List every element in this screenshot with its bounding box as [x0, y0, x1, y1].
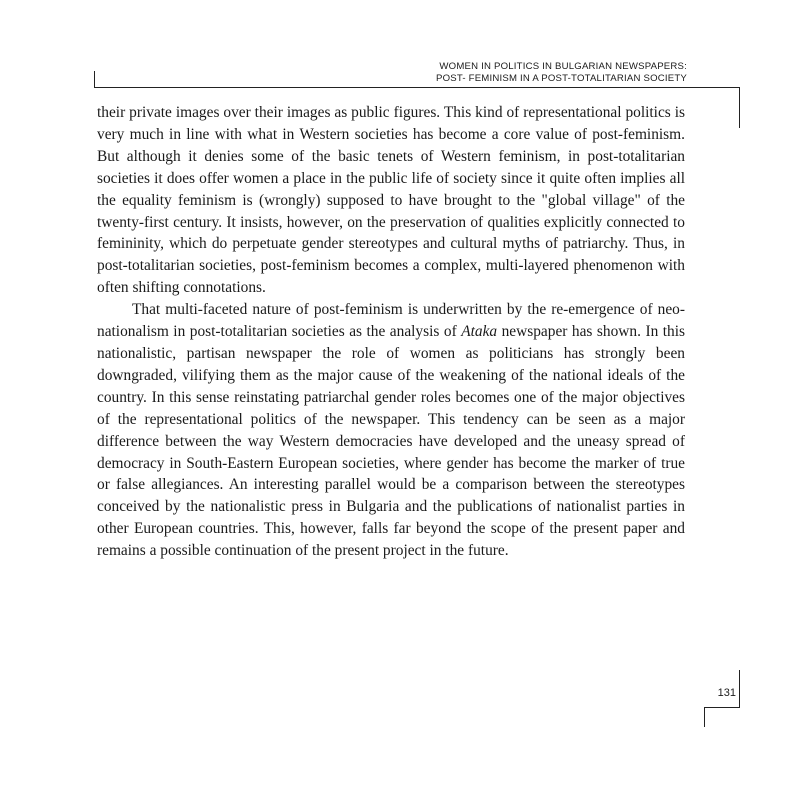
running-header — [436, 61, 687, 85]
page-number-rule-right — [739, 670, 740, 708]
page-number-rule — [704, 707, 740, 708]
header-rule-right — [739, 87, 740, 128]
running-header-line-1: WOMEN IN POLITICS IN BULGARIAN NEWSPAPERS: — [439, 61, 687, 72]
page-number-rule-left — [704, 707, 705, 727]
paragraph-2 — [97, 299, 685, 562]
paragraph-2-start: That multi-faceted nature of post-feminism is underwritten by the re-emergence of neo-nationalism in post-totalitarian societies as the analysis of — [97, 301, 685, 341]
header-rule-left — [94, 71, 95, 88]
running-header-line-2: POST- FEMINISM IN A POST-TOTALITARIAN SOCIETY — [435, 73, 687, 84]
paragraph-2-end: newspaper has shown. In this nationalistic, partisan newspaper the role of women as politicians has strongly been downgraded, vilifying them as the major cause of the weakening of the national ideals of the country. In this sense reinstating patriarchal gender roles becomes one of the major objectives of the representational politics of the newspaper. This tendency can be seen as a major difference between the way Western democracies have developed and the uneasy spread of democracy in South-Eastern European societies, where gender has become the marker of true or false allegiances. An interesting parallel would be a comparison between the stereotypes conceived by the nationalistic press in Bulgaria and the publications of nationalist parties in other European countries. This, however, falls far beyond the scope of the present paper and remains a possible continuation of the present project in the future. — [97, 323, 685, 560]
body-text — [97, 102, 685, 562]
newspaper-title-ataka: Ataka — [461, 323, 498, 341]
header-rule — [94, 87, 740, 88]
paragraph-1: their private images over their images as public figures. This kind of representational politics is very much in line with what in Western societies has become a core value of post-feminism. But although it denies some of the basic tenets of Western feminism, in post-totalitarian societies it does offer women a place in the public life of society since it quite often implies all the equality feminism is (wrongly) supposed to have brought to the "global village" of the twenty-first century. It insists, however, on the preservation of qualities explicitly connected to femininity, which do perpetuate gender stereotypes and cultural myths of patriarchy. Thus, in post-totalitarian societies, post-feminism becomes a complex, multi-layered phenomenon with often shifting connotations. — [97, 104, 685, 297]
page-number: 131 — [717, 687, 736, 699]
